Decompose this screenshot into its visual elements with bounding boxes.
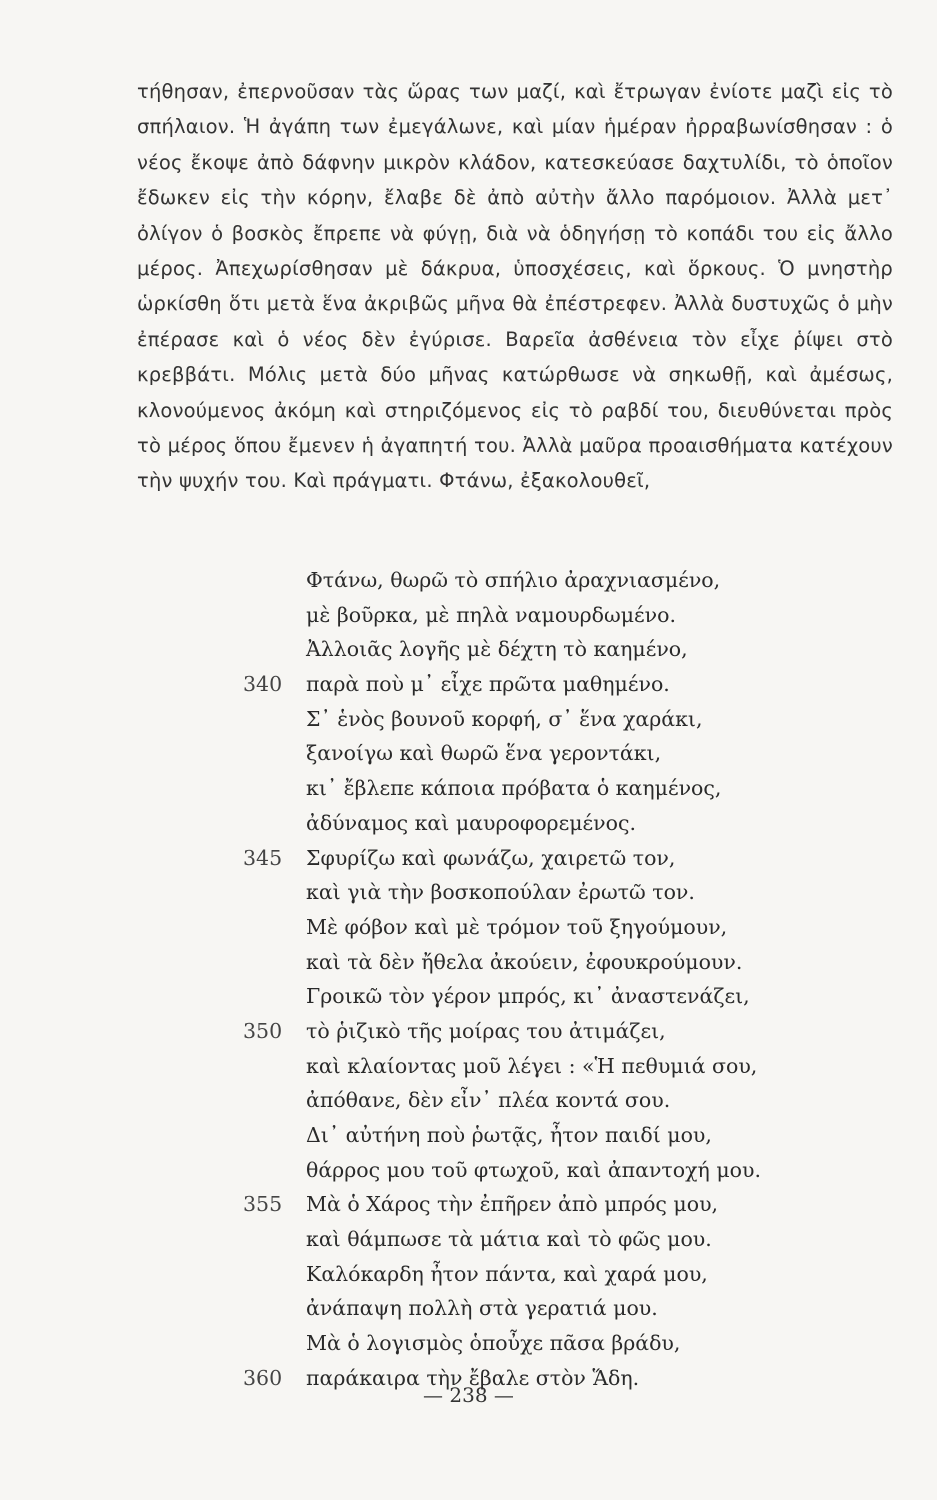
line-number: 345 <box>243 845 283 870</box>
verse-text: Δι᾽ αὐτήνη ποὺ ῥωτᾷς, ἦτον παιδί μου, <box>306 1123 712 1147</box>
verse-text: παρὰ ποὺ μ᾽ εἶχε πρῶτα μαθημένο. <box>306 672 670 697</box>
verse-text: καὶ κλαίοντας μοῦ λέγει : «Ἡ πεθυμιά σου, <box>306 1053 758 1078</box>
verse-line <box>0 702 937 737</box>
verse-line <box>0 632 937 667</box>
line-number: 340 <box>243 672 283 697</box>
verse-line <box>0 1257 937 1292</box>
verse-line <box>0 945 937 980</box>
verse-line <box>0 1083 937 1118</box>
verse-text: κι᾽ ἔβλεπε κάποια πρόβατα ὁ καημένος, <box>306 776 722 801</box>
verse-block <box>0 563 937 1396</box>
verse-text: ἀπόθανε, δὲν εἶν᾽ πλέα κοντά σου. <box>306 1088 671 1113</box>
line-number: 360 <box>243 1365 283 1390</box>
verse-line <box>0 910 937 945</box>
verse-text: καὶ τὰ δὲν ἤθελα ἀκούειν, ἐφουκρούμουν. <box>306 949 743 974</box>
verse-text: Καλόκαρδη ἦτον πάντα, καὶ χαρά μου, <box>306 1261 708 1286</box>
verse-text: καὶ θάμπωσε τὰ μάτια καὶ τὸ φῶς μου. <box>306 1227 712 1252</box>
verse-text: ξανοίγω καὶ θωρῶ ἕνα γεροντάκι, <box>306 741 662 766</box>
verse-line <box>0 563 937 598</box>
verse-text: Μὲ φόβον καὶ μὲ τρόμον τοῦ ξηγούμουν, <box>306 914 728 939</box>
verse-text: Ἀλλοιᾶς λογῆς μὲ δέχτη τὸ καημένο, <box>306 637 688 662</box>
line-number: 355 <box>243 1192 283 1217</box>
verse-line <box>0 1049 937 1084</box>
verse-line <box>0 736 937 771</box>
verse-line <box>0 979 937 1014</box>
verse-line <box>0 1222 937 1257</box>
verse-line <box>0 841 937 876</box>
verse-line <box>0 1291 937 1326</box>
verse-line <box>0 875 937 910</box>
verse-line <box>0 667 937 702</box>
verse-text: μὲ βοῦρκα, μὲ πηλὰ ναμουρδωμένο. <box>306 602 676 627</box>
line-number: 350 <box>243 1018 283 1043</box>
verse-text: καὶ γιὰ τὴν βοσκοπούλαν ἐρωτῶ τον. <box>306 880 695 905</box>
verse-text: Σφυρίζω καὶ φωνάζω, χαιρετῶ τον, <box>306 845 676 870</box>
verse-text: παράκαιρα τὴν ἔβαλε στὸν Ἅδη. <box>306 1365 640 1390</box>
verse-text: Μὰ ὁ Χάρος τὴν ἐπῆρεν ἀπὸ μπρός μου, <box>306 1192 719 1217</box>
verse-text: τὸ ῥιζικὸ τῆς μοίρας του ἀτιμάζει, <box>306 1018 666 1043</box>
verse-line <box>0 1187 937 1222</box>
verse-text: Σ᾽ ἑνὸς βουνοῦ κορφή, σ᾽ ἕνα χαράκι, <box>306 706 703 731</box>
verse-line <box>0 1153 937 1188</box>
prose-paragraph <box>137 74 893 499</box>
verse-text: Φτάνω, θωρῶ τὸ σπήλιο ἀραχνιασμένο, <box>306 568 721 592</box>
verse-line <box>0 806 937 841</box>
verse-line <box>0 771 937 806</box>
verse-text: Γροικῶ τὸν γέρον μπρός, κι᾽ ἀναστενάζει, <box>306 984 750 1009</box>
verse-text: ἀδύναμος καὶ μαυροφορεμένος. <box>306 810 636 835</box>
verse-text: θάρρος μου τοῦ φτωχοῦ, καὶ ἀπαντοχή μου. <box>306 1157 761 1182</box>
verse-line <box>0 1118 937 1153</box>
verse-line <box>0 1014 937 1049</box>
verse-line <box>0 1326 937 1361</box>
page-number: — 238 — <box>423 1383 514 1407</box>
verse-text: Μὰ ὁ λογισμὸς ὁποὖχε πᾶσα βράδυ, <box>306 1331 681 1356</box>
verse-text: ἀνάπαψη πολλὴ στὰ γερατιά μου. <box>306 1296 658 1321</box>
verse-line <box>0 598 937 633</box>
prose-text: τήθησαν, ἐπερνοῦσαν τὰς ὥρας των μαζί, καὶ ἔτρωγαν ἐνίοτε μαζὶ εἰς τὸ σπήλαιον. Ἡ ἀγάπη των ἐμεγάλωνε, καὶ μίαν ἡμέραν ἠρραβωνίσθησαν : ὁ νέος ἔκοψε ἀπὸ δάφνην μικρὸν κλάδον, κατεσκεύασε δαχτυλίδι, τὸ ὁποῖον ἔδωκεν εἰς τὴν κόρην, ἔλαβε δὲ ἀπὸ αὐτὴν ἄλλο παρόμοιον. Ἀλλὰ μετ᾽ ὀλίγον ὁ βοσκὸς ἔπρεπε νὰ φύγῃ, διὰ νὰ ὁδηγήσῃ τὸ κοπάδι του εἰς ἄλλο μέρος. Ἀπεχωρίσθησαν μὲ δάκρυα, ὑποσχέσεις, καὶ ὅρκους. Ὁ μνηστὴρ ὡρκίσθη ὅτι μετὰ ἕνα ἀκριβῶς μῆνα θὰ ἐπέστρεφεν. Ἀλλὰ δυστυχῶς ὁ μὴν ἐπέρασε καὶ ὁ νέος δὲν ἐγύρισε. Βαρεῖα ἀσθένεια τὸν εἶχε ῥίψει στὸ κρεββάτι. Μόλις μετὰ δύο μῆνας κατώρθωσε νὰ σηκωθῇ, καὶ ἀμέσως, κλονούμενος ἀκόμη καὶ στηριζόμενος εἰς τὸ ραβδί του, διευθύνεται πρὸς τὸ μέρος ὅπου ἔμενεν ἡ ἀγαπητή του. Ἀλλὰ μαῦρα προαισθήματα κατέχουν τὴν ψυχήν του. Καὶ πράγματι. Φτάνω, ἐξακολουθεῖ, <box>137 80 893 493</box>
